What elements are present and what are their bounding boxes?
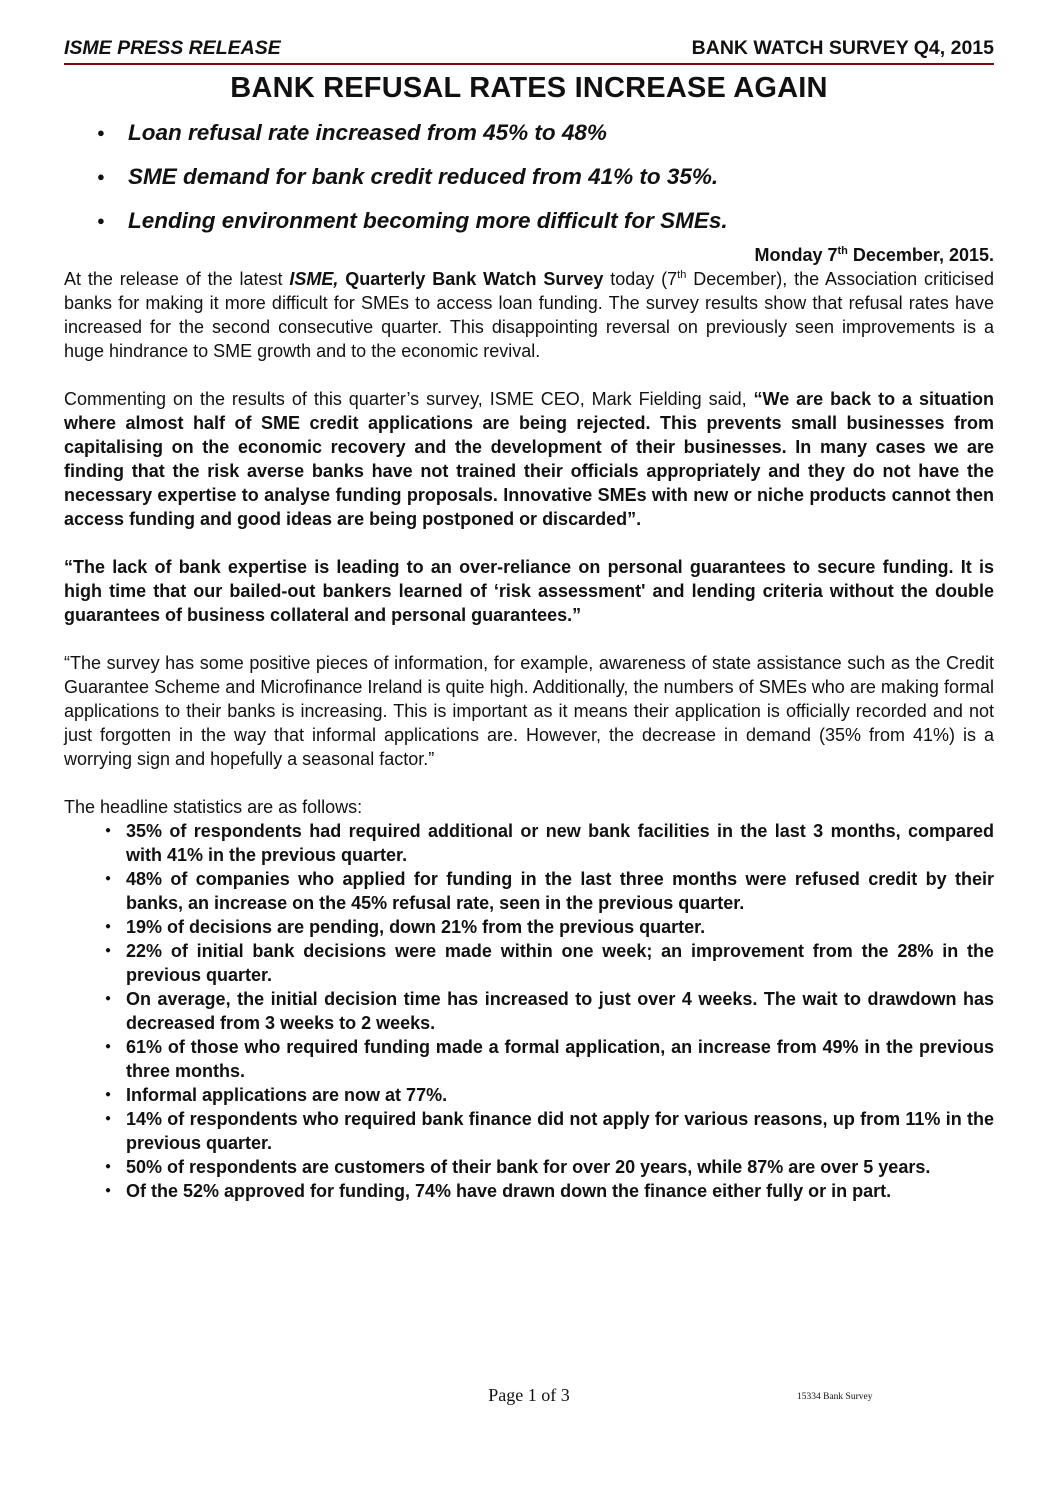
date-text-rest: December, 2015. bbox=[847, 245, 994, 265]
page-number: Page 1 of 3 bbox=[488, 1385, 570, 1405]
ceo-comment-paragraph: Commenting on the results of this quarter’s survey, ISME CEO, Mark Fielding said, “We are back to a situation where almost half of SME credit applications are being rejected. This prevents small businesses from capitalising on the economic recovery and the development of their businesses. In many cases we are finding that the risk averse banks have not trained their officials appropriately and they do not have the necessary expertise to analyse funding proposals. Innovative SMEs with new or niche products cannot then access funding and good ideas are being postponed or discarded”. bbox=[64, 389, 994, 529]
stat-item: ● 19% of decisions are pending, down 21% from the previous quarter. bbox=[126, 915, 994, 939]
stat-item: ● 50% of respondents are customers of their bank for over 20 years, while 87% are over 5 years. bbox=[126, 1155, 994, 1179]
stat-item: ● Informal applications are now at 77%. bbox=[126, 1083, 994, 1107]
headline-stats-list bbox=[64, 819, 994, 1203]
stat-item: ● 22% of initial bank decisions were made within one week; an improvement from the 28% in the previous quarter. bbox=[126, 939, 994, 987]
expertise-quote-paragraph: “The lack of bank expertise is leading to an over-reliance on personal guarantees to secure funding. It is high time that our bailed-out bankers learned of ‘risk assessment' and lending criteria without the double guarantees of business collateral and personal guarantees.” bbox=[64, 557, 994, 625]
stat-item: ● Of the 52% approved for funding, 74% have drawn down the finance either fully or in part. bbox=[126, 1179, 994, 1203]
document-reference: 15334 Bank Survey bbox=[797, 1392, 873, 1402]
document-page bbox=[64, 36, 994, 1203]
highlight-item: ● Lending environment becoming more difficult for SMEs. bbox=[64, 199, 994, 243]
highlight-item: ● Loan refusal rate increased from 45% to 48% bbox=[64, 111, 994, 155]
highlight-item: ● SME demand for bank credit reduced from 41% to 35%. bbox=[64, 155, 994, 199]
stats-intro: The headline statistics are as follows: bbox=[64, 797, 363, 817]
page-header bbox=[64, 36, 994, 65]
header-right-label: BANK WATCH SURVEY Q4, 2015 bbox=[691, 37, 994, 59]
highlights-list bbox=[64, 111, 994, 243]
document-title: BANK REFUSAL RATES INCREASE AGAIN bbox=[230, 72, 828, 104]
stat-item: ● 35% of respondents had required additional or new bank facilities in the last 3 months, compared with 41% in the previous quarter. bbox=[126, 819, 994, 867]
release-date bbox=[64, 243, 994, 267]
header-left-label: ISME PRESS RELEASE bbox=[64, 37, 281, 59]
date-text: Monday 7 bbox=[754, 245, 838, 265]
stat-item: ● 61% of those who required funding made a formal application, an increase from 49% in the previous three months. bbox=[126, 1035, 994, 1083]
isme-name: ISME, bbox=[289, 269, 339, 289]
positive-info-paragraph: “The survey has some positive pieces of information, for example, awareness of state assistance such as the Credit Guarantee Scheme and Microfinance Ireland is quite high. Additionally, the numbers of SMEs who are making formal applications to their banks is increasing. This is important as it means their application is officially recorded and not just forgotten in the way that informal applications are. However, the decrease in demand (35% from 41%) is a worrying sign and hopefully a seasonal factor.” bbox=[64, 653, 994, 769]
stat-item: ● On average, the initial decision time has increased to just over 4 weeks. The wait to drawdown has decreased from 3 weeks to 2 weeks. bbox=[126, 987, 994, 1035]
stat-item: ● 14% of respondents who required bank finance did not apply for various reasons, up from 11% in the previous quarter. bbox=[126, 1107, 994, 1155]
intro-paragraph: At the release of the latest ISME, Quarterly Bank Watch Survey today (7th December), the Association criticised banks for making it more difficult for SMEs to access loan funding. The survey results show that refusal rates have increased for the second consecutive quarter. This disappointing reversal on previously seen improvements is a huge hindrance to SME growth and to the economic revival. bbox=[64, 269, 994, 361]
survey-name: Quarterly Bank Watch Survey bbox=[338, 269, 604, 289]
ceo-quote: “We are back to a situation where almost half of SME credit applications are being rejected. This prevents small businesses from capitalising on the economic recovery and the development of their businesses. In many cases we are finding that the risk averse banks have not trained their officials appropriately and they do not have the necessary expertise to analyse funding proposals. Innovative SMEs with new or niche products cannot then access funding and good ideas are being postponed or discarded”. bbox=[64, 389, 994, 529]
date-suffix: th bbox=[837, 245, 848, 257]
stat-item: ● 48% of companies who applied for funding in the last three months were refused credit by their banks, an increase on the 45% refusal rate, seen in the previous quarter. bbox=[126, 867, 994, 915]
